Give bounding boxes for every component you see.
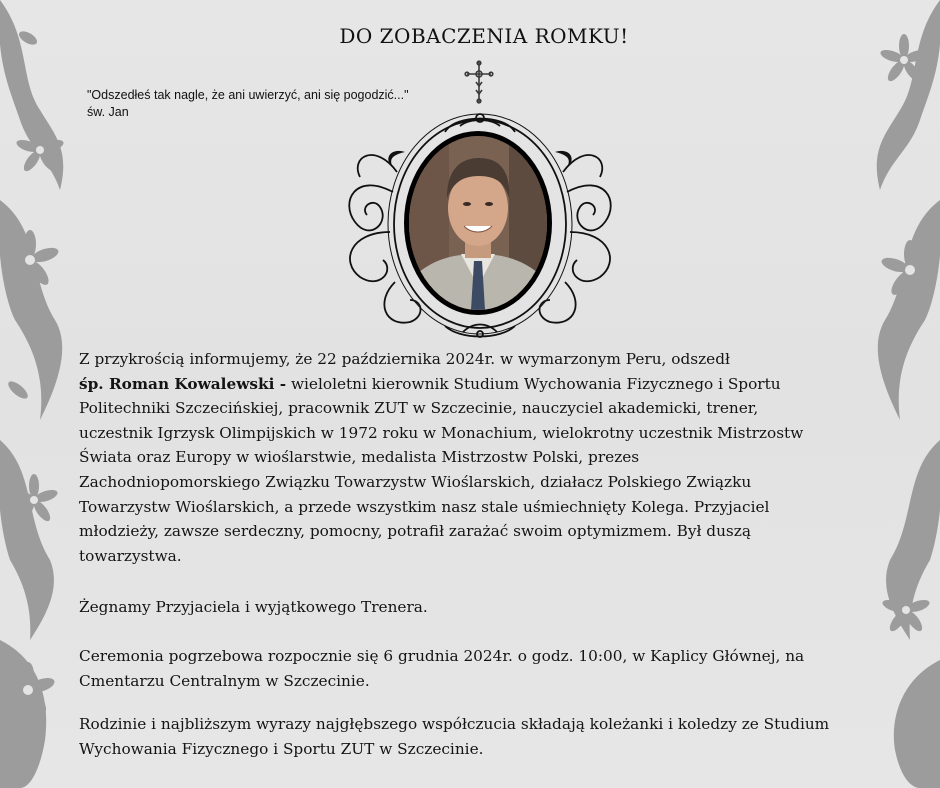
quote-author: św. Jan: [87, 105, 129, 119]
farewell-text: [79, 595, 869, 620]
announcement-line: [79, 372, 869, 397]
portrait-photo: [404, 131, 552, 315]
announcement-line: uczestnik Igrzysk Olimpijskich w 1972 roku w Monachium, wielokrotny uczestnik Mistrzostw: [79, 423, 804, 442]
announcement-line: Z przykrością informujemy, że 22 października 2024r. w wymarzonym Peru, odszedł: [79, 350, 730, 368]
ceremony-text: [79, 644, 869, 693]
announcement-line: młodzieży, zawsze serdeczny, pomocny, potrafił zarażać swoim optymizmem. Był duszą: [79, 522, 751, 541]
ornate-cross-icon: [464, 60, 494, 104]
right-floral-ornament: [860, 0, 940, 788]
ceremony-line: Cmentarzu Centralnym w Szczecinie.: [79, 671, 370, 690]
announcement-line: Politechniki Szczecińskiej, pracownik ZUT w Szczecinie, nauczyciel akademicki, trener,: [79, 399, 759, 418]
farewell-line: Żegnamy Przyjaciela i wyjątkowego Trenera.: [79, 598, 428, 616]
ceremony-line: Ceremonia pogrzebowa rozpocznie się 6 grudnia 2024r. o godz. 10:00, w Kaplicy Głównej, na: [79, 647, 805, 665]
announcement-line: towarzystwa.: [79, 546, 182, 565]
condolences-text: [79, 712, 869, 761]
announcement-line: Zachodniopomorskiego Związku Towarzystw Wioślarskich, działacz Polskiego Związku: [79, 472, 752, 491]
announcement-line: Towarzystw Wioślarskich, a przede wszystkim nasz stale uśmiechnięty Kolega. Przyjaciel: [79, 497, 770, 516]
left-floral-ornament: [0, 0, 80, 788]
deceased-name: śp. Roman Kowalewski -: [79, 374, 287, 393]
portrait-illustration: [409, 136, 547, 310]
announcement-line: Świata oraz Europy w wioślarstwie, medalista Mistrzostw Polski, prezes: [79, 448, 640, 467]
announcement-text: [79, 347, 869, 568]
condolences-line: Rodzinie i najbliższym wyrazy najgłębszego współczucia składają koleżanki i koledzy ze Studium: [79, 715, 830, 733]
condolences-line: Wychowania Fizycznego i Sportu ZUT w Szczecinie.: [79, 739, 484, 758]
page-title: DO ZOBACZENIA ROMKU!: [339, 24, 629, 48]
announcement-line-rest: wieloletni kierownik Studium Wychowania Fizycznego i Sportu: [286, 374, 781, 393]
quote-text: "Odszedłeś tak nagle, że ani uwierzyć, ani się pogodzić...": [87, 88, 409, 102]
